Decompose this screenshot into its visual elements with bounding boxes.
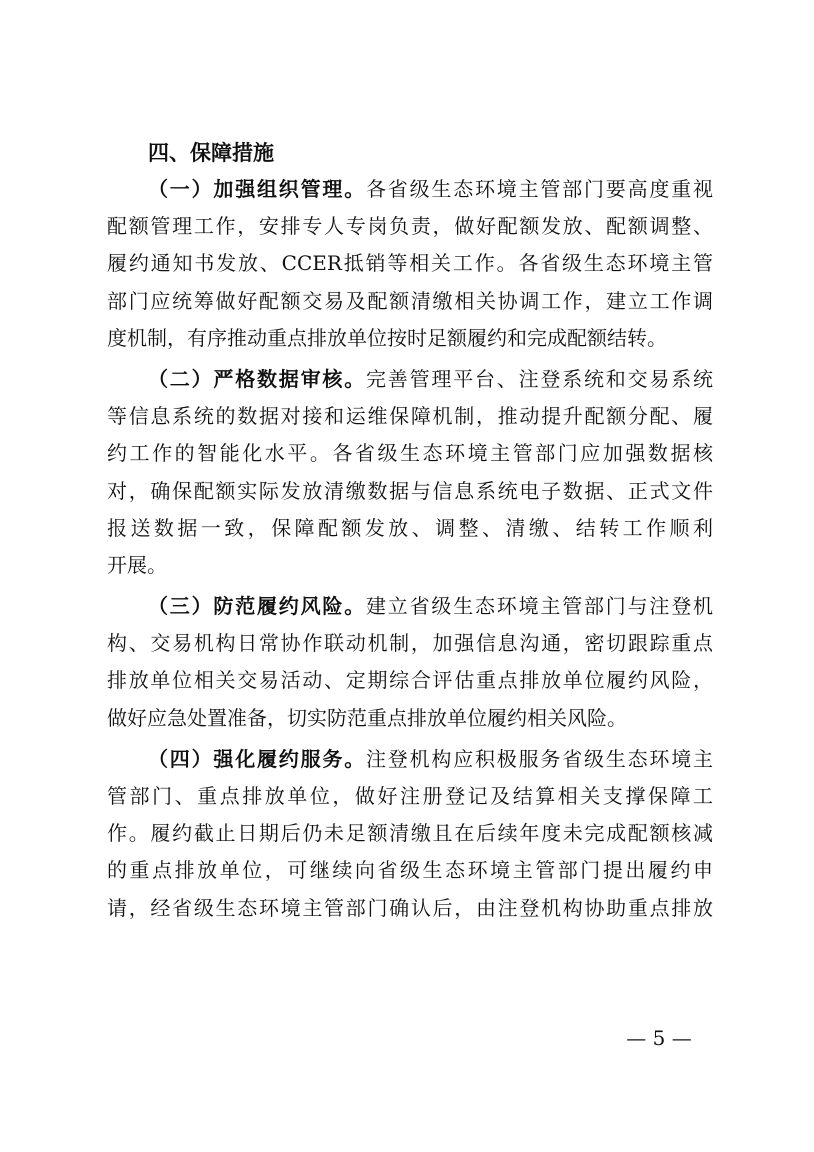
- paragraph-line: 度机制，有序推动重点排放单位按时足额履约和完成配额结转。: [107, 325, 667, 350]
- paragraph-organization-management: [107, 171, 713, 357]
- paragraph-lead: （二）严格数据审核。: [148, 366, 366, 391]
- paragraph-compliance-service: [107, 741, 713, 927]
- paragraph-risk-prevention: [107, 588, 713, 737]
- section-heading: 四、保障措施: [148, 141, 274, 165]
- body-text: [107, 171, 713, 931]
- paragraph-lead: （四）强化履约服务。: [148, 746, 366, 771]
- paragraph-line: [107, 361, 713, 398]
- paragraph-line-text: 完善管理平台、注登系统和交易系统: [366, 366, 713, 391]
- paragraph-line: 做好应急处置准备，切实防范重点排放单位履约相关风险。: [107, 705, 627, 730]
- page-number: — 5 —: [626, 1026, 692, 1050]
- paragraph-line-text: 注登机构应积极服务省级生态环境主: [366, 746, 713, 771]
- paragraph-line: 请，经省级生态环境主管部门确认后，由注登机构协助重点排放: [107, 895, 713, 920]
- paragraph-line: [107, 171, 713, 208]
- paragraph-line: 管部门、重点排放单位，做好注册登记及结算相关支撑保障工: [107, 784, 713, 808]
- paragraph-line: 等信息系统的数据对接和运维保障机制，推动提升配额分配、履: [107, 404, 713, 429]
- paragraph-line: 报送数据一致，保障配额发放、调整、清缴、结转工作顺利: [107, 515, 713, 540]
- paragraph-line: [107, 588, 713, 625]
- paragraph-line: 开展。: [107, 552, 167, 577]
- paragraph-line-text: 建立省级生态环境主管部门与注登机: [366, 594, 713, 619]
- paragraph-line: 部门应统筹做好配额交易及配额清缴相关协调工作，建立工作调: [107, 288, 713, 313]
- paragraph-line: 排放单位相关交易活动、定期综合评估重点排放单位履约风险，: [107, 668, 713, 693]
- paragraph-lead: （三）防范履约风险。: [148, 594, 366, 619]
- paragraph-lead: （一）加强组织管理。: [148, 177, 366, 201]
- paragraph-line: 构、交易机构日常协作联动机制，加强信息沟通，密切跟踪重点: [107, 631, 713, 656]
- paragraph-line: [107, 741, 713, 778]
- paragraph-line: 作。履约截止日期后仍未足额清缴且在后续年度未完成配额核减: [107, 821, 713, 846]
- paragraph-line: 约工作的智能化水平。各省级生态环境主管部门应加强数据核: [107, 441, 713, 466]
- paragraph-line-text: 各省级生态环境主管部门要高度重视: [366, 177, 713, 201]
- paragraph-line: 的重点排放单位，可继续向省级生态环境主管部门提出履约申: [107, 858, 713, 883]
- paragraph-line: 履约通知书发放、CCER抵销等相关工作。各省级生态环境主管: [107, 251, 713, 276]
- paragraph-line: 配额管理工作，安排专人专岗负责，做好配额发放、配额调整、: [107, 214, 713, 239]
- paragraph-line: 对，确保配额实际发放清缴数据与信息系统电子数据、正式文件: [107, 478, 713, 503]
- paragraph-data-review: [107, 361, 713, 584]
